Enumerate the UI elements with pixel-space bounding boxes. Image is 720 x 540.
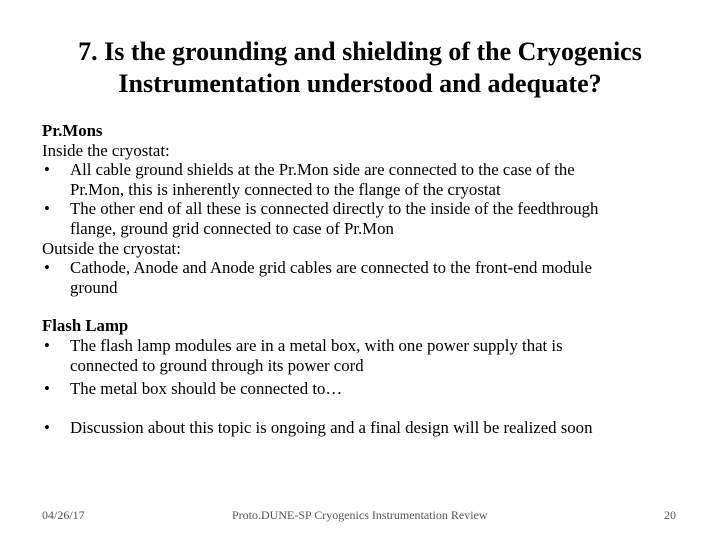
discussion-bullet-line-1: Discussion about this topic is ongoing and a final design will be realized soon: [70, 417, 593, 437]
flash-lamp-bullet-1-line-1: The flash lamp modules are in a metal box, with one power supply that is: [70, 335, 563, 355]
pmons-bullet-2-line-1: The other end of all these is connected directly to the inside of the feedthrough: [70, 199, 599, 219]
slide-title-line-2: Instrumentation understood and adequate?: [118, 69, 602, 98]
bullet-marker: •: [44, 160, 50, 180]
bullet-marker: •: [44, 417, 50, 437]
footer-title: Proto.DUNE-SP Cryogenics Instrumentation Review: [232, 508, 488, 522]
slide-title-line-1: 7. Is the grounding and shielding of the Cryogenics: [78, 37, 642, 66]
flash-lamp-bullet-2: [42, 379, 707, 399]
footer-date: 04/26/17: [42, 508, 85, 522]
bullet-marker: •: [44, 258, 50, 278]
flash-lamp-bullet-1-line-2: connected to ground through its power cord: [70, 355, 364, 375]
pmons-bullet-1: [42, 160, 707, 199]
flash-lamp-heading: Flash Lamp: [42, 316, 129, 336]
pmons-bullet-3-line-1: Cathode, Anode and Anode grid cables are connected to the front-end module: [70, 258, 592, 278]
pmons-bullet-2-line-2: flange, ground grid connected to case of Pr.Mon: [70, 218, 394, 238]
inside-cryostat-label: Inside the cryostat:: [42, 140, 170, 160]
slide-body: [42, 121, 707, 437]
footer-page-number: 20: [664, 508, 676, 522]
flash-lamp-bullet-2-line-1: The metal box should be connected to…: [70, 379, 343, 399]
bullet-marker: •: [44, 199, 50, 219]
pmons-bullet-3-line-2: ground: [70, 277, 118, 297]
bullet-marker: •: [44, 335, 50, 355]
slide-title: [20, 36, 700, 100]
discussion-bullet: [42, 418, 707, 438]
bullet-marker: •: [44, 379, 50, 399]
pmons-bullet-3: [42, 258, 707, 297]
pmons-bullet-2: [42, 199, 707, 238]
pmons-bullet-1-line-1: All cable ground shields at the Pr.Mon side are connected to the case of the: [70, 160, 575, 180]
flash-lamp-bullet-1: [42, 336, 707, 375]
pmons-heading: Pr.Mons: [42, 121, 103, 140]
pmons-bullet-1-line-2: Pr.Mon, this is inherently connected to the flange of the cryostat: [70, 179, 501, 199]
outside-cryostat-label: Outside the cryostat:: [42, 238, 181, 258]
